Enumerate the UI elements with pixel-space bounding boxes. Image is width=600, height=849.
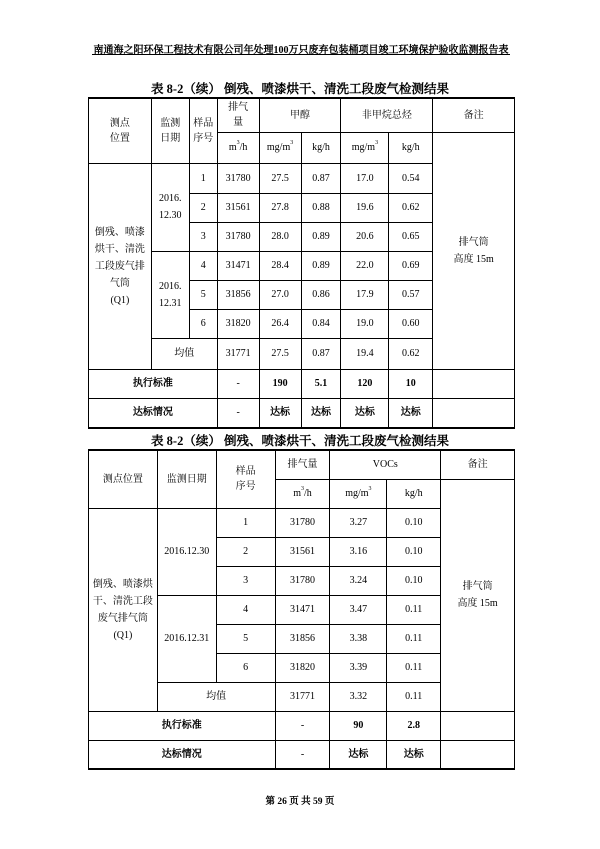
nmhc-rate: 0.57 [389,280,433,309]
compliance-flow: - [275,740,330,769]
sample-no: 2 [216,537,275,566]
average-vocs-conc: 3.32 [330,682,387,711]
compliance-vocs-rate: 达标 [387,740,441,769]
vocs-conc: 3.39 [330,653,387,682]
methanol-conc: 28.0 [259,222,301,251]
compliance-methanol-rate: 达标 [301,398,341,428]
standard-nmhc-rate: 10 [389,369,433,398]
methanol-rate: 0.89 [301,222,341,251]
nmhc-rate: 0.60 [389,309,433,338]
flow-value: 31561 [275,537,330,566]
unit-nmhc-conc: $mg/m^3$ [341,132,389,163]
vocs-rate: 0.10 [387,508,441,537]
standard-flow: - [217,369,259,398]
flow-value: 31780 [275,508,330,537]
date-cell: 2016. 12.30 [151,163,189,251]
flow-value: 31471 [275,595,330,624]
standard-label: 执行标准 [89,711,276,740]
flow-value: 31820 [217,309,259,338]
vocs-rate: 0.10 [387,537,441,566]
average-label: 均值 [151,338,217,369]
col-header-flow: 排气 量 [217,98,259,132]
sample-no: 1 [216,508,275,537]
average-vocs-rate: 0.11 [387,682,441,711]
nmhc-rate: 0.65 [389,222,433,251]
flow-value: 31780 [217,222,259,251]
methanol-rate: 0.89 [301,251,341,280]
remark-cell: 排气筒 高度 15m [441,479,515,711]
average-methanol-conc: 27.5 [259,338,301,369]
remark-empty [433,369,515,398]
sample-no: 5 [216,624,275,653]
average-nmhc-conc: 19.4 [341,338,389,369]
average-flow: 31771 [217,338,259,369]
col-header-flow: 排气量 [275,450,330,479]
unit-vocs-conc: $mg/m^3$ [330,479,387,508]
methanol-conc: 27.5 [259,163,301,193]
col-header-date: 监测日期 [157,450,216,508]
report-header: 南通海之阳环保工程技术有限公司年处理100万只废弃包装桶项目竣工环境保护验收监测报告表 [93,45,509,56]
methanol-rate: 0.86 [301,280,341,309]
standard-methanol-rate: 5.1 [301,369,341,398]
col-header-point: 测点 位置 [89,98,152,163]
sample-no: 3 [216,566,275,595]
methanol-conc: 27.8 [259,193,301,222]
flow-value: 31820 [275,653,330,682]
col-header-remark: 备注 [433,98,515,132]
average-methanol-rate: 0.87 [301,338,341,369]
nmhc-conc: 17.0 [341,163,389,193]
col-header-remark: 备注 [441,450,515,479]
nmhc-conc: 19.6 [341,193,389,222]
vocs-conc: 3.47 [330,595,387,624]
date-cell: 2016.12.31 [157,595,216,682]
unit-methanol-conc: $mg/m^3$ [259,132,301,163]
col-header-vocs: VOCs [330,450,441,479]
standard-nmhc-conc: 120 [341,369,389,398]
unit-flow: $m^3/h$ [217,132,259,163]
compliance-nmhc-rate: 达标 [389,398,433,428]
standard-vocs-conc: 90 [330,711,387,740]
nmhc-conc: 20.6 [341,222,389,251]
col-header-sample: 样品 序号 [189,98,217,163]
flow-value: 31780 [275,566,330,595]
remark-cell: 排气筒 高度 15m [433,132,515,369]
average-label: 均值 [157,682,275,711]
nmhc-rate: 0.62 [389,193,433,222]
standard-flow: - [275,711,330,740]
sample-no: 4 [216,595,275,624]
methanol-rate: 0.87 [301,163,341,193]
remark-empty [441,711,515,740]
methanol-rate: 0.88 [301,193,341,222]
header-rule [92,54,510,55]
flow-value: 31856 [275,624,330,653]
remark-empty [441,740,515,769]
compliance-vocs-conc: 达标 [330,740,387,769]
sample-no: 6 [189,309,217,338]
average-flow: 31771 [275,682,330,711]
sample-no: 1 [189,163,217,193]
sample-no: 5 [189,280,217,309]
col-header-date: 监测 日期 [151,98,189,163]
vocs-conc: 3.27 [330,508,387,537]
unit-flow: $m^3/h$ [275,479,330,508]
sample-no: 6 [216,653,275,682]
point-cell: 倒残、喷漆烘 干、清洗工段 废气排气筒 (Q1) [89,508,158,711]
unit-methanol-rate: kg/h [301,132,341,163]
vocs-rate: 0.11 [387,624,441,653]
unit-nmhc-rate: kg/h [389,132,433,163]
sample-no: 2 [189,193,217,222]
vocs-rate: 0.11 [387,653,441,682]
compliance-flow: - [217,398,259,428]
table2-caption: 表 8-2（续） 倒残、喷漆烘干、清洗工段废气检测结果 [151,434,449,448]
standard-label: 执行标准 [89,369,218,398]
methanol-rate: 0.84 [301,309,341,338]
col-header-point: 测点位置 [89,450,158,508]
methanol-conc: 26.4 [259,309,301,338]
standard-vocs-rate: 2.8 [387,711,441,740]
flow-value: 31471 [217,251,259,280]
compliance-label: 达标情况 [89,740,276,769]
remark-empty [433,398,515,428]
nmhc-conc: 19.0 [341,309,389,338]
col-header-methanol: 甲醇 [259,98,341,132]
sample-no: 4 [189,251,217,280]
table1-caption: 表 8-2（续） 倒残、喷漆烘干、清洗工段废气检测结果 [151,82,449,96]
methanol-conc: 28.4 [259,251,301,280]
methanol-conc: 27.0 [259,280,301,309]
average-nmhc-rate: 0.62 [389,338,433,369]
nmhc-conc: 17.9 [341,280,389,309]
sample-no: 3 [189,222,217,251]
page-footer: 第 26 页 共 59 页 [265,797,335,807]
flow-value: 31780 [217,163,259,193]
compliance-nmhc-conc: 达标 [341,398,389,428]
nmhc-rate: 0.69 [389,251,433,280]
vocs-rate: 0.10 [387,566,441,595]
compliance-label: 达标情况 [89,398,218,428]
methanol-nmhc-table [88,97,515,429]
vocs-conc: 3.38 [330,624,387,653]
standard-methanol-conc: 190 [259,369,301,398]
unit-vocs-rate: kg/h [387,479,441,508]
nmhc-conc: 22.0 [341,251,389,280]
flow-value: 31856 [217,280,259,309]
vocs-conc: 3.24 [330,566,387,595]
date-cell: 2016.12.30 [157,508,216,595]
flow-value: 31561 [217,193,259,222]
compliance-methanol-conc: 达标 [259,398,301,428]
vocs-table [88,449,515,770]
date-cell: 2016. 12.31 [151,251,189,338]
nmhc-rate: 0.54 [389,163,433,193]
vocs-conc: 3.16 [330,537,387,566]
col-header-sample: 样品 序号 [216,450,275,508]
point-cell: 倒残、喷漆 烘干、清洗 工段废气排 气筒 (Q1) [89,163,152,369]
col-header-nmhc: 非甲烷总烃 [341,98,433,132]
vocs-rate: 0.11 [387,595,441,624]
